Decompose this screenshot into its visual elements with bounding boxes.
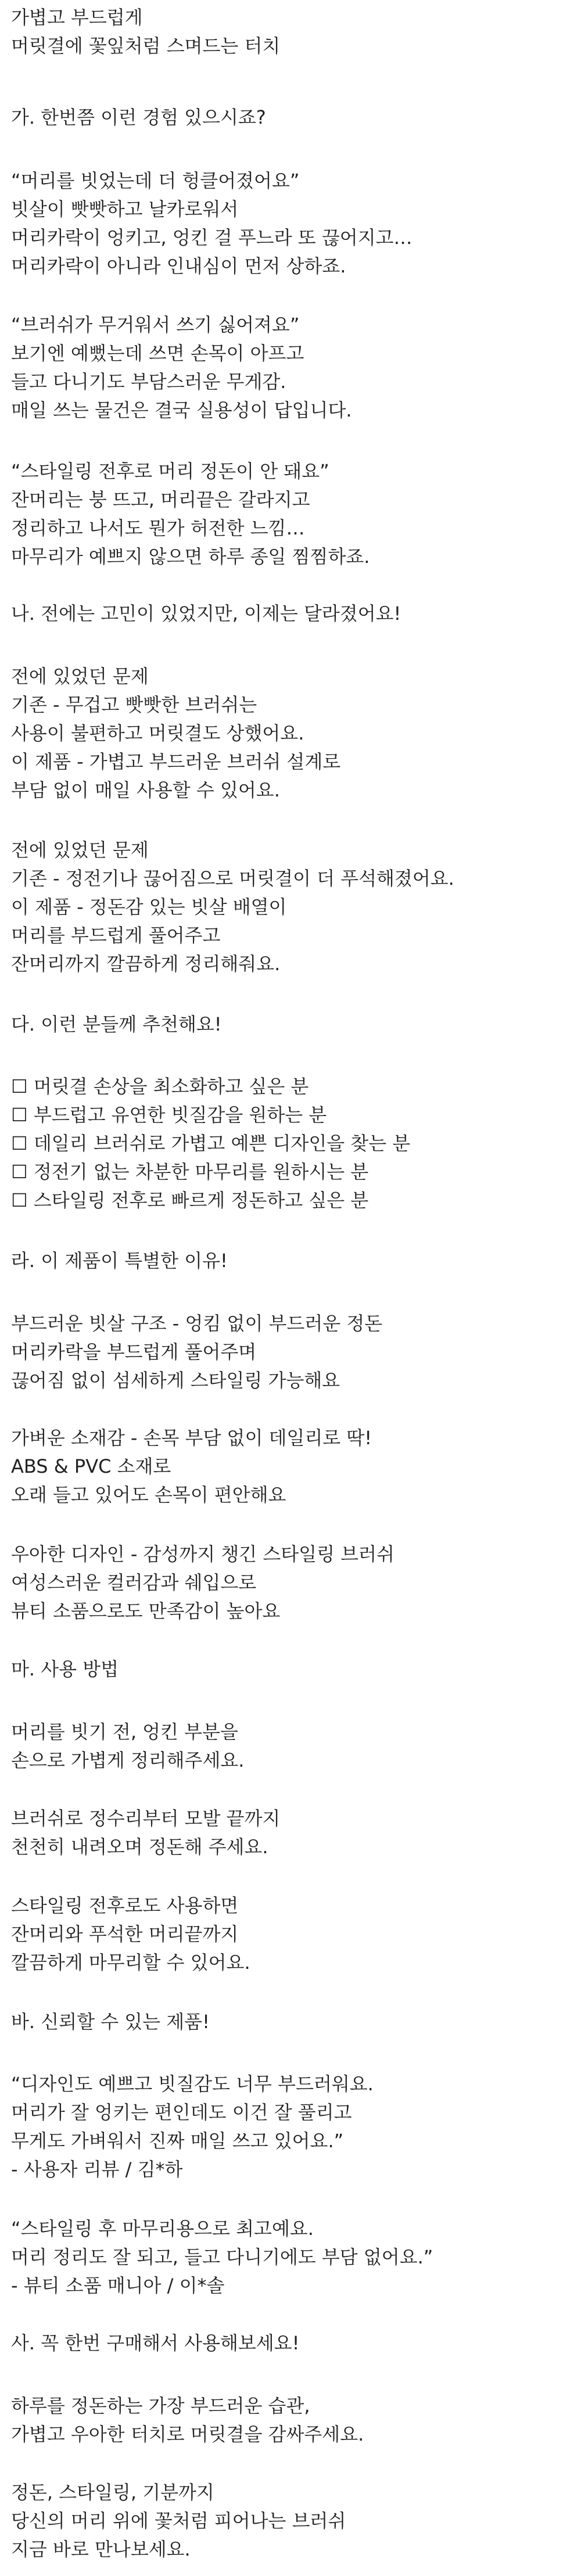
usage-line: 천천히 내려오며 정돈해 주세요.: [11, 1836, 268, 1858]
feature-line: ABS & PVC 소재로: [11, 1455, 171, 1477]
problem-line: 사용이 불편하고 머릿결도 상했어요.: [11, 722, 304, 744]
review-line: 무게도 가벼워서 진짜 매일 쓰고 있어요.”: [11, 2130, 344, 2152]
feature-line: 끊어짐 없이 섬세하게 스타일링 가능해요: [11, 1369, 340, 1391]
feature-line: 뷰티 소품으로도 만족감이 높아요: [11, 1600, 281, 1622]
problem-line: 이 제품 - 가볍고 부드러운 브러쉬 설계로: [11, 751, 341, 773]
review-line: 머리 정리도 잘 되고, 들고 다니기에도 부담 없어요.”: [11, 2246, 433, 2268]
section-heading: 가. 한번쯤 이런 경험 있으시죠?: [11, 106, 266, 128]
feature-line: 부드러운 빗살 구조 - 엉킴 없이 부드러운 정돈: [11, 1312, 383, 1334]
usage-step-2: [11, 1804, 569, 1861]
section-ga-heading: [11, 103, 569, 132]
customer-review-2: [11, 2215, 569, 2300]
quote-line: 마무리가 예쁘지 않으면 하루 종일 찜찜하죠.: [11, 546, 370, 568]
section-heading: 다. 이런 분들께 추천해요!: [11, 1013, 222, 1035]
quote-line: 정리하고 나서도 뭔가 허전한 느낌…: [11, 517, 305, 539]
feature-line: 오래 들고 있어도 손목이 편안해요: [11, 1484, 286, 1506]
feature-design: [11, 1540, 569, 1626]
recommend-checklist: [11, 1072, 569, 1215]
closing-line: 가볍고 우아한 터치로 머릿결을 감싸주세요.: [11, 2423, 364, 2445]
checklist-item: ☐ 부드럽고 유연한 빗질감을 원하는 분: [11, 1104, 327, 1126]
problem-line: 기존 - 무겁고 빳빳한 브러쉬는: [11, 694, 257, 716]
pain-point-heavy: [11, 311, 569, 425]
quote-line: 머리카락이 아니라 인내심이 먼저 상하죠.: [11, 255, 346, 277]
closing-line: 정돈, 스타일링, 기분까지: [11, 2481, 214, 2503]
intro-line: 가볍고 부드럽게: [11, 6, 143, 28]
problem-line: 잔머리까지 깔끔하게 정리해줘요.: [11, 953, 281, 975]
section-na-heading: [11, 600, 569, 628]
problem-line: 전에 있었던 문제: [11, 665, 149, 687]
problem-line: 기존 - 정전기나 끊어짐으로 머릿결이 더 푸석해졌어요.: [11, 867, 454, 889]
checklist-item: ☐ 머릿결 손상을 최소화하고 싶은 분: [11, 1075, 309, 1097]
problem-line: 전에 있었던 문제: [11, 839, 149, 861]
quote-line: “머리를 빗었는데 더 헝클어졌어요”: [11, 170, 300, 192]
problem-comparison-1: [11, 662, 569, 805]
usage-line: 브러쉬로 정수리부터 모발 끝까지: [11, 1807, 281, 1829]
feature-lightweight: [11, 1424, 569, 1509]
usage-step-1: [11, 1718, 569, 1775]
section-heading: 마. 사용 방법: [11, 1658, 119, 1680]
section-sa-heading: [11, 2329, 569, 2358]
section-heading: 라. 이 제품이 특별한 이유!: [11, 1250, 228, 1272]
section-da-heading: [11, 1010, 569, 1039]
usage-line: 깔끔하게 마무리할 수 있어요.: [11, 1951, 250, 1974]
feature-line: 가벼운 소재감 - 손목 부담 없이 데일리로 딱!: [11, 1427, 372, 1449]
feature-line: 여성스러운 컬러감과 쉐입으로: [11, 1572, 257, 1594]
problem-comparison-2: [11, 836, 569, 978]
usage-line: 스타일링 전후로도 사용하면: [11, 1895, 239, 1917]
pain-point-styling: [11, 457, 569, 571]
usage-step-3: [11, 1892, 569, 1977]
section-ra-heading: [11, 1247, 569, 1275]
review-author: - 사용자 리뷰 / 김*하: [11, 2158, 183, 2180]
usage-line: 머리를 빗기 전, 엉킨 부분을: [11, 1721, 238, 1743]
usage-line: 손으로 가볍게 정리해주세요.: [11, 1749, 245, 1771]
checklist-item: ☐ 정전기 없는 차분한 마무리를 원하시는 분: [11, 1161, 369, 1183]
section-ba-heading: [11, 2008, 569, 2036]
feature-soft-bristles: [11, 1309, 569, 1395]
intro-line: 머릿결에 꽃잎처럼 스며드는 터치: [11, 35, 281, 57]
quote-line: 잔머리는 붕 뜨고, 머리끝은 갈라지고: [11, 489, 310, 511]
section-heading: 사. 꼭 한번 구매해서 사용해보세요!: [11, 2332, 300, 2354]
review-line: 머리가 잘 엉키는 편인데도 이건 잘 풀리고: [11, 2101, 352, 2123]
intro-text: [11, 3, 569, 60]
checklist-item: ☐ 스타일링 전후로 빠르게 정돈하고 싶은 분: [11, 1189, 369, 1211]
closing-line: 하루를 정돈하는 가장 부드러운 습관,: [11, 2395, 310, 2417]
closing-line: 지금 바로 만나보세요.: [11, 2538, 191, 2560]
section-heading: 나. 전에는 고민이 있었지만, 이제는 달라졌어요!: [11, 602, 401, 625]
closing-paragraph-1: [11, 2392, 569, 2449]
section-ma-heading: [11, 1655, 569, 1684]
review-line: “스타일링 후 마무리용으로 최고예요.: [11, 2218, 314, 2240]
section-heading: 바. 신뢰할 수 있는 제품!: [11, 2011, 210, 2033]
problem-line: 머리를 부드럽게 풀어주고: [11, 924, 221, 946]
quote-line: “브러쉬가 무거워서 쓰기 싫어져요”: [11, 314, 300, 336]
quote-line: 매일 쓰는 물건은 결국 실용성이 답입니다.: [11, 399, 352, 421]
problem-line: 부담 없이 매일 사용할 수 있어요.: [11, 779, 280, 801]
quote-line: “스타일링 전후로 머리 정돈이 안 돼요”: [11, 460, 329, 482]
feature-line: 우아한 디자인 - 감성까지 챙긴 스타일링 브러쉬: [11, 1543, 394, 1565]
feature-line: 머리카락을 부드럽게 풀어주며: [11, 1341, 257, 1363]
quote-line: 보기엔 예뻤는데 쓰면 손목이 아프고: [11, 342, 304, 364]
review-line: “디자인도 예쁘고 빗질감도 너무 부드러워요.: [11, 2073, 374, 2095]
pain-point-tangled: [11, 167, 569, 281]
quote-line: 들고 다니기도 부담스러운 무게감.: [11, 371, 286, 393]
quote-line: 빗살이 빳빳하고 날카로워서: [11, 198, 239, 220]
problem-line: 이 제품 - 정돈감 있는 빗살 배열이: [11, 896, 287, 918]
review-author: - 뷰티 소품 매니아 / 이*솔: [11, 2274, 225, 2297]
quote-line: 머리카락이 엉키고, 엉킨 걸 푸느라 또 끊어지고…: [11, 227, 413, 249]
closing-line: 당신의 머리 위에 꽃처럼 피어나는 브러쉬: [11, 2510, 346, 2532]
closing-paragraph-2: [11, 2478, 569, 2564]
checklist-item: ☐ 데일리 브러쉬로 가볍고 예쁜 디자인을 찾는 분: [11, 1132, 411, 1154]
usage-line: 잔머리와 푸석한 머리끝까지: [11, 1923, 239, 1945]
customer-review-1: [11, 2070, 569, 2184]
